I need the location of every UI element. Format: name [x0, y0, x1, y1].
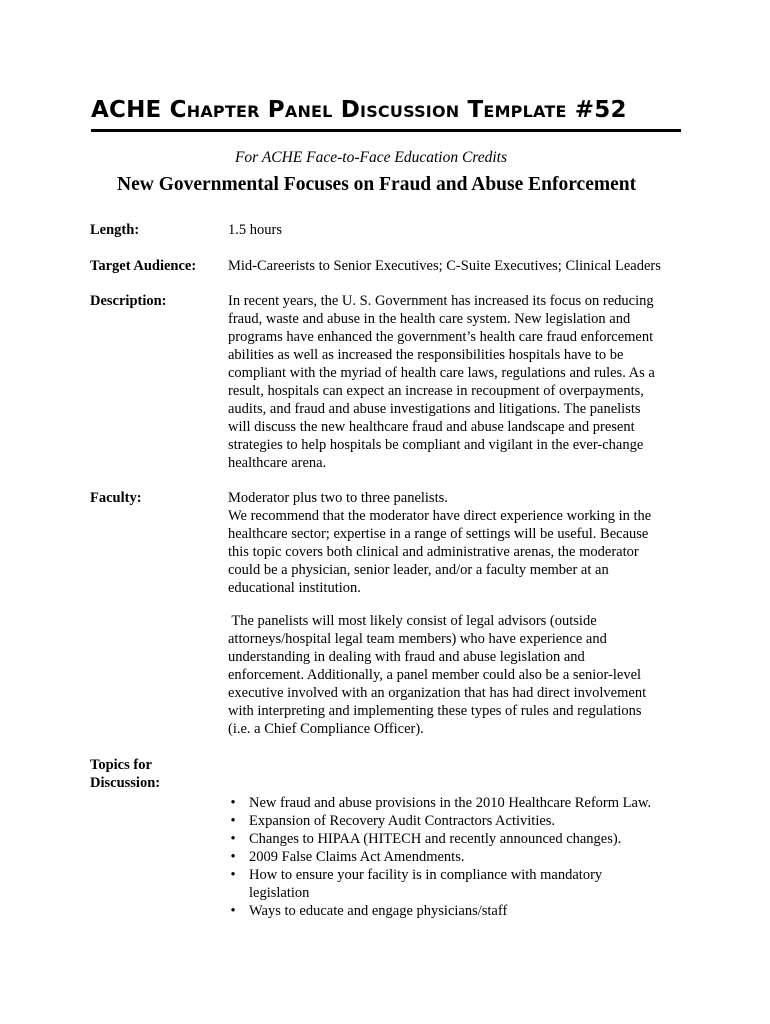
length-value: 1.5 hours	[228, 222, 282, 238]
faculty-line: this topic covers both clinical and administrative arenas, the moderator	[228, 544, 639, 560]
description-line: healthcare arena.	[228, 455, 327, 471]
topic-text: How to ensure your facility is in compliance with mandatory	[249, 867, 603, 883]
faculty-line: understanding in dealing with fraud and abuse legislation and	[228, 649, 585, 665]
faculty-line: We recommend that the moderator have direct experience working in the	[228, 508, 652, 524]
faculty-line: educational institution.	[228, 580, 361, 596]
length-label: Length:	[90, 222, 140, 238]
credit-note-text: For ACHE Face-to-Face Education Credits	[234, 149, 508, 166]
topic-text: Ways to educate and engage physicians/staff	[249, 903, 508, 919]
topics-list	[228, 794, 683, 920]
bullet-icon: •	[230, 813, 236, 829]
list-item	[228, 866, 683, 902]
faculty-line: Moderator plus two to three panelists.	[228, 490, 448, 506]
target-audience-value: Mid-Careerists to Senior Executives; C-Suite Executives; Clinical Leaders	[228, 258, 661, 274]
topic-text-continued: legislation	[249, 885, 310, 901]
description-line: result, hospitals can expect an increase in recoupment of overpayments,	[228, 383, 644, 399]
bullet-icon: •	[230, 831, 236, 847]
faculty-paragraph-2	[228, 612, 683, 738]
description-line: programs have enhanced the government’s health care fraud enforcement	[228, 329, 654, 345]
description-line: abilities as well as increased the responsibilities hospitals have to be	[228, 347, 624, 363]
description-label: Description:	[90, 293, 167, 309]
description-line: compliant with the myriad of health care laws, regulations and rules. As a	[228, 365, 655, 381]
list-item	[228, 902, 683, 920]
topic-text: New fraud and abuse provisions in the 2010 Healthcare Reform Law.	[249, 795, 652, 811]
title-divider	[91, 129, 681, 132]
faculty-line: executive involved with an organization that has had direct involvement	[228, 685, 647, 701]
faculty-text-2	[228, 612, 683, 738]
faculty-text	[228, 489, 683, 597]
faculty-line: with interpreting and implementing these types of rules and regulations	[228, 703, 642, 719]
bullet-icon: •	[230, 795, 236, 811]
list-item	[228, 812, 683, 830]
list-item	[228, 830, 683, 848]
target-audience-label: Target Audience:	[90, 258, 197, 274]
bullet-icon: •	[230, 849, 236, 865]
session-headline: New Governmental Focuses on Fraud and Abuse Enforcement	[117, 174, 637, 195]
faculty-label: Faculty:	[90, 490, 142, 506]
description-text	[228, 292, 683, 472]
faculty-line: enforcement. Additionally, a panel member could also be a senior-level	[228, 667, 642, 683]
topic-text: Expansion of Recovery Audit Contractors Activities.	[249, 813, 556, 829]
faculty-line: (i.e. a Chief Compliance Officer).	[228, 721, 424, 737]
list-item	[228, 848, 683, 866]
description-line: fraud, waste and abuse in the health care system. New legislation and	[228, 311, 631, 327]
description-line: audits, and fraud and abuse investigations and litigations. The panelists	[228, 401, 641, 417]
description-line: strategies to help hospitals be compliant and vigilant in the ever-change	[228, 437, 644, 453]
bullet-icon: •	[230, 903, 236, 919]
topics-label-line-2: Discussion:	[90, 775, 161, 791]
bullet-icon: •	[230, 867, 236, 883]
credit-note	[0, 148, 770, 168]
document-title: ACHE Chapter Panel Discussion Template #52	[91, 97, 627, 123]
faculty-line: The panelists will most likely consist of legal advisors (outside	[228, 613, 597, 629]
faculty-line: attorneys/hospital legal team members) who have experience and	[228, 631, 607, 647]
topic-text: Changes to HIPAA (HITECH and recently announced changes).	[249, 831, 622, 847]
topic-text: 2009 False Claims Act Amendments.	[249, 849, 465, 865]
topics-label	[90, 756, 160, 792]
faculty-line: healthcare sector; expertise in a range of settings will be useful. Because	[228, 526, 649, 542]
topics-label-line-1: Topics for	[90, 757, 152, 773]
list-item	[228, 794, 683, 812]
description-line: In recent years, the U. S. Government has increased its focus on reducing	[228, 293, 654, 309]
description-line: will discuss the new healthcare fraud and abuse landscape and present	[228, 419, 635, 435]
description-paragraph	[228, 292, 683, 472]
faculty-line: could be a physician, senior leader, and/or a faculty member at an	[228, 562, 609, 578]
faculty-paragraph-1	[228, 489, 683, 597]
